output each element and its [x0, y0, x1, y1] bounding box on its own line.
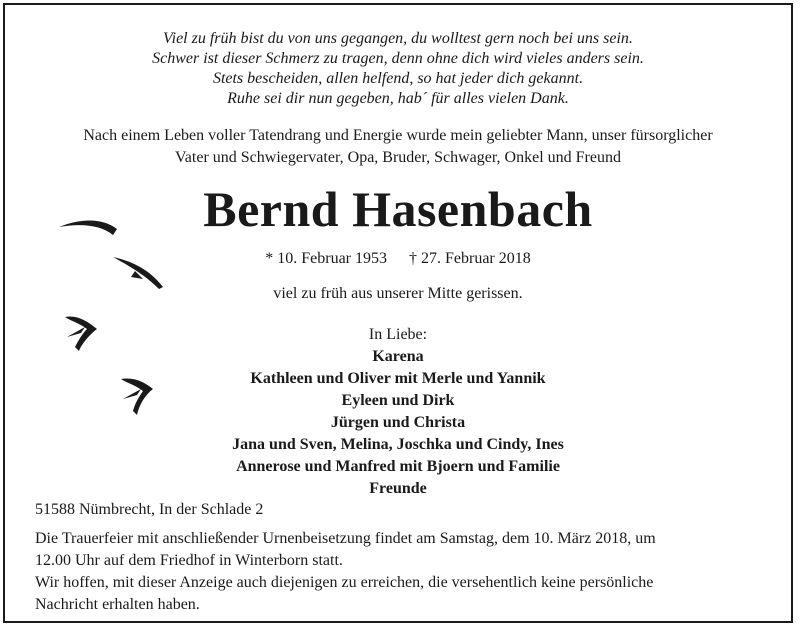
tagline: viel zu früh aus unserer Mitte gerissen.	[273, 285, 523, 302]
mourner-entry: Jana und Sven, Melina, Joschka und Cindy, Ines	[232, 436, 564, 453]
obituary-notice	[3, 3, 793, 623]
notice-line: Nachricht erhalten haben.	[35, 596, 200, 613]
poem-line: Ruhe sei dir nun gegeben, hab´ für alles vielen Dank.	[227, 90, 569, 107]
notice-line: Die Trauerfeier mit anschließender Urnenbeisetzung findet am Samstag, dem 10. März 2018, um	[35, 530, 656, 547]
life-dates	[5, 249, 791, 269]
mourner-entry: Eyleen und Dirk	[341, 392, 455, 409]
mourners-lead: In Liebe:	[368, 326, 428, 343]
address: 51588 Nümbrecht, In der Schlade 2	[35, 501, 264, 518]
poem-line: Viel zu früh bist du von uns gegangen, du wolltest gern noch bei uns sein.	[163, 30, 633, 47]
death-date: † 27. Februar 2018	[409, 250, 531, 267]
poem	[5, 29, 791, 109]
mourner-entry: Jürgen und Christa	[330, 414, 466, 431]
notice-line: 12.00 Uhr auf dem Friedhof in Winterborn statt.	[35, 552, 343, 569]
funeral-notice	[35, 528, 761, 616]
mourner-entry: Karena	[372, 348, 424, 365]
birth-date: * 10. Februar 1953	[265, 250, 387, 267]
poem-line: Schwer ist dieser Schmerz zu tragen, denn ohne dich wird vieles anders sein.	[152, 50, 644, 67]
mourner-entry: Freunde	[369, 480, 427, 497]
mourner-entry: Kathleen und Oliver mit Merle und Yannik	[250, 370, 546, 387]
intro-text	[25, 125, 771, 169]
poem-line: Stets bescheiden, allen helfend, so hat jeder dich gekannt.	[212, 70, 584, 87]
intro-line: Nach einem Leben voller Tatendrang und Energie wurde mein geliebter Mann, unser fürsorglicher	[83, 127, 713, 144]
mourner-entry: Annerose und Manfred mit Bjoern und Familie	[236, 458, 560, 475]
mourners-list	[5, 324, 791, 500]
deceased-name: Bernd Hasenbach	[203, 181, 593, 237]
intro-line: Vater und Schwiegervater, Opa, Bruder, Schwager, Onkel und Freund	[175, 149, 621, 166]
notice-line: Wir hoffen, mit dieser Anzeige auch diejenigen zu erreichen, die versehentlich keine persönliche	[35, 574, 654, 591]
